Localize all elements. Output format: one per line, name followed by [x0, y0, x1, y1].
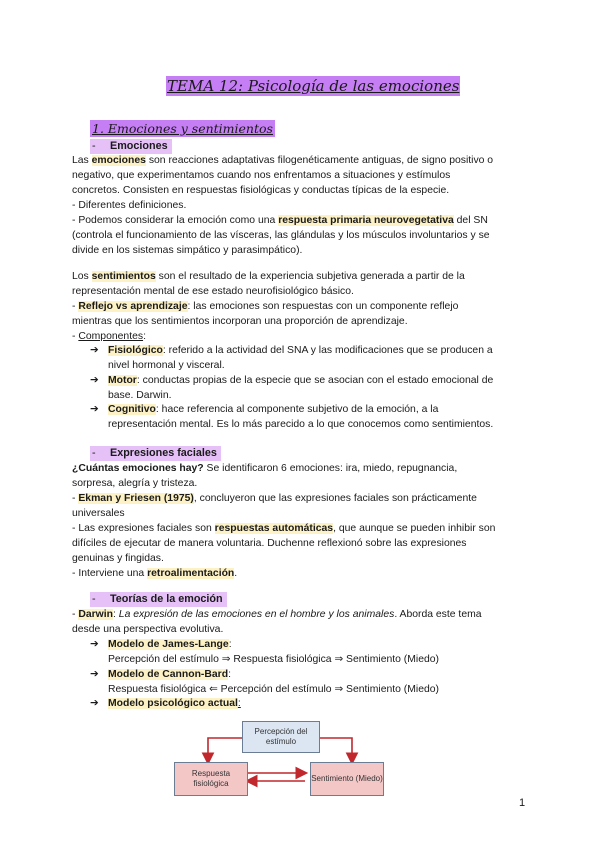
page-title: TEMA 12: Psicología de las emociones	[167, 77, 460, 95]
paragraph-emociones: Las emociones son reacciones adaptativas filogenéticamente antiguas, de signo positivo o negativo, que experimentamos cuando nos enfrentamos a situaciones y estímulos concretos. Consisten en respuestas fisiológicas y conductas típicas de la especie. - Diferentes definiciones. - Podemos considerar la emoción como una respuesta primaria neurovegetativa del SN (controla el funcionamiento de las vísceras, las glándulas y los músculos involuntarios y se divide en los sistemas simpático y parasimpático).	[72, 155, 494, 256]
term-respuesta-neurovegetativa: respuesta primaria neurovegetativa	[278, 215, 454, 226]
term-ekman-friesen: Ekman y Friesen (1975)	[78, 493, 194, 504]
paragraph-teorias: - Darwin: La expresión de las emociones en el hombre y los animales. Aborda este tema desde una perspectiva evolutiva.	[72, 609, 482, 635]
list-item-fisiologico: ➔ Fisiológico: referido a la actividad del SNA y las modificaciones que se producen a nivel hormonal y visceral.	[90, 345, 493, 371]
arrow-right-icon: ➔	[90, 669, 99, 680]
subsection-heading-teorias: - Teorías de la emoción	[90, 592, 227, 607]
diagram-box-percepcion: Percepción del estímulo	[242, 721, 320, 753]
arrow-top-to-left	[208, 738, 242, 762]
term-componentes: Componentes	[78, 331, 144, 342]
diagram-box-sentimiento: Sentimiento (Miedo)	[310, 762, 384, 796]
diagram-box-respuesta: Respuesta fisiológica	[174, 762, 248, 796]
subsection-heading-expresiones: - Expresiones faciales	[90, 446, 221, 461]
paragraph-sentimientos: Los sentimientos son el resultado de la experiencia subjetiva generada a partir de la representación mental de ese estado neurofisiológico básico. - Reflejo vs aprendizaje: las emociones son respuestas con un componente reflejo mientras que los sentimientos incorporan una proporción de aprendizaje. - Componentes:	[72, 271, 465, 342]
arrow-right-icon: ➔	[90, 375, 99, 386]
paragraph-expresiones: ¿Cuántas emociones hay? Se identificaron 6 emociones: ira, miedo, repugnancia, sorpresa, alegría y tristeza. - Ekman y Friesen (1975), concluyeron que las expresiones faciales son prácticamente universales - Las expresiones faciales son respuestas automáticas, que aunque se pueden inhibir son difíciles de ejecutar de manera voluntaria. Duchenne reflexionó sobre las expresiones genuinas y fingidas. - Interviene una retroalimentación.	[72, 463, 496, 579]
arrow-top-to-right	[318, 738, 352, 762]
page-number: 1	[519, 797, 526, 809]
term-reflejo-aprendizaje: Reflejo vs aprendizaje	[78, 301, 188, 312]
term-retroalimentacion: retroalimentación	[147, 568, 235, 579]
term-respuestas-automaticas: respuestas automáticas	[214, 523, 334, 534]
term-darwin: Darwin	[78, 609, 114, 620]
list-item-cannon-bard: ➔ Modelo de Cannon-Bard: Respuesta fisiológica ⇐ Percepción del estímulo ⇒ Sentimiento (Miedo)	[90, 669, 440, 695]
list-item-motor: ➔ Motor: conductas propias de la especie que se asocian con el estado emocional de base. Darwin.	[90, 375, 494, 401]
term-sentimientos: sentimientos	[91, 271, 156, 282]
list-item-modelo-psicologico: ➔ Modelo psicológico actual:	[90, 698, 241, 709]
section-heading: 1. Emociones y sentimientos	[92, 121, 273, 136]
arrow-right-icon: ➔	[90, 404, 99, 415]
list-item-james-lange: ➔ Modelo de James-Lange: Percepción del estímulo ⇒ Respuesta fisiológica ⇒ Sentimiento (Miedo)	[90, 639, 440, 665]
subsection-heading-emociones: - Emociones	[90, 139, 172, 154]
arrow-right-icon: ➔	[90, 698, 99, 709]
list-item-cognitivo: ➔ Cognitivo: hace referencia al componente subjetivo de la emoción, a la representación mental. Es lo más parecido a lo que conocemos como sentimientos.	[90, 404, 494, 430]
arrow-right-icon: ➔	[90, 639, 99, 650]
arrow-right-icon: ➔	[90, 345, 99, 356]
term-emociones: emociones	[91, 155, 146, 166]
